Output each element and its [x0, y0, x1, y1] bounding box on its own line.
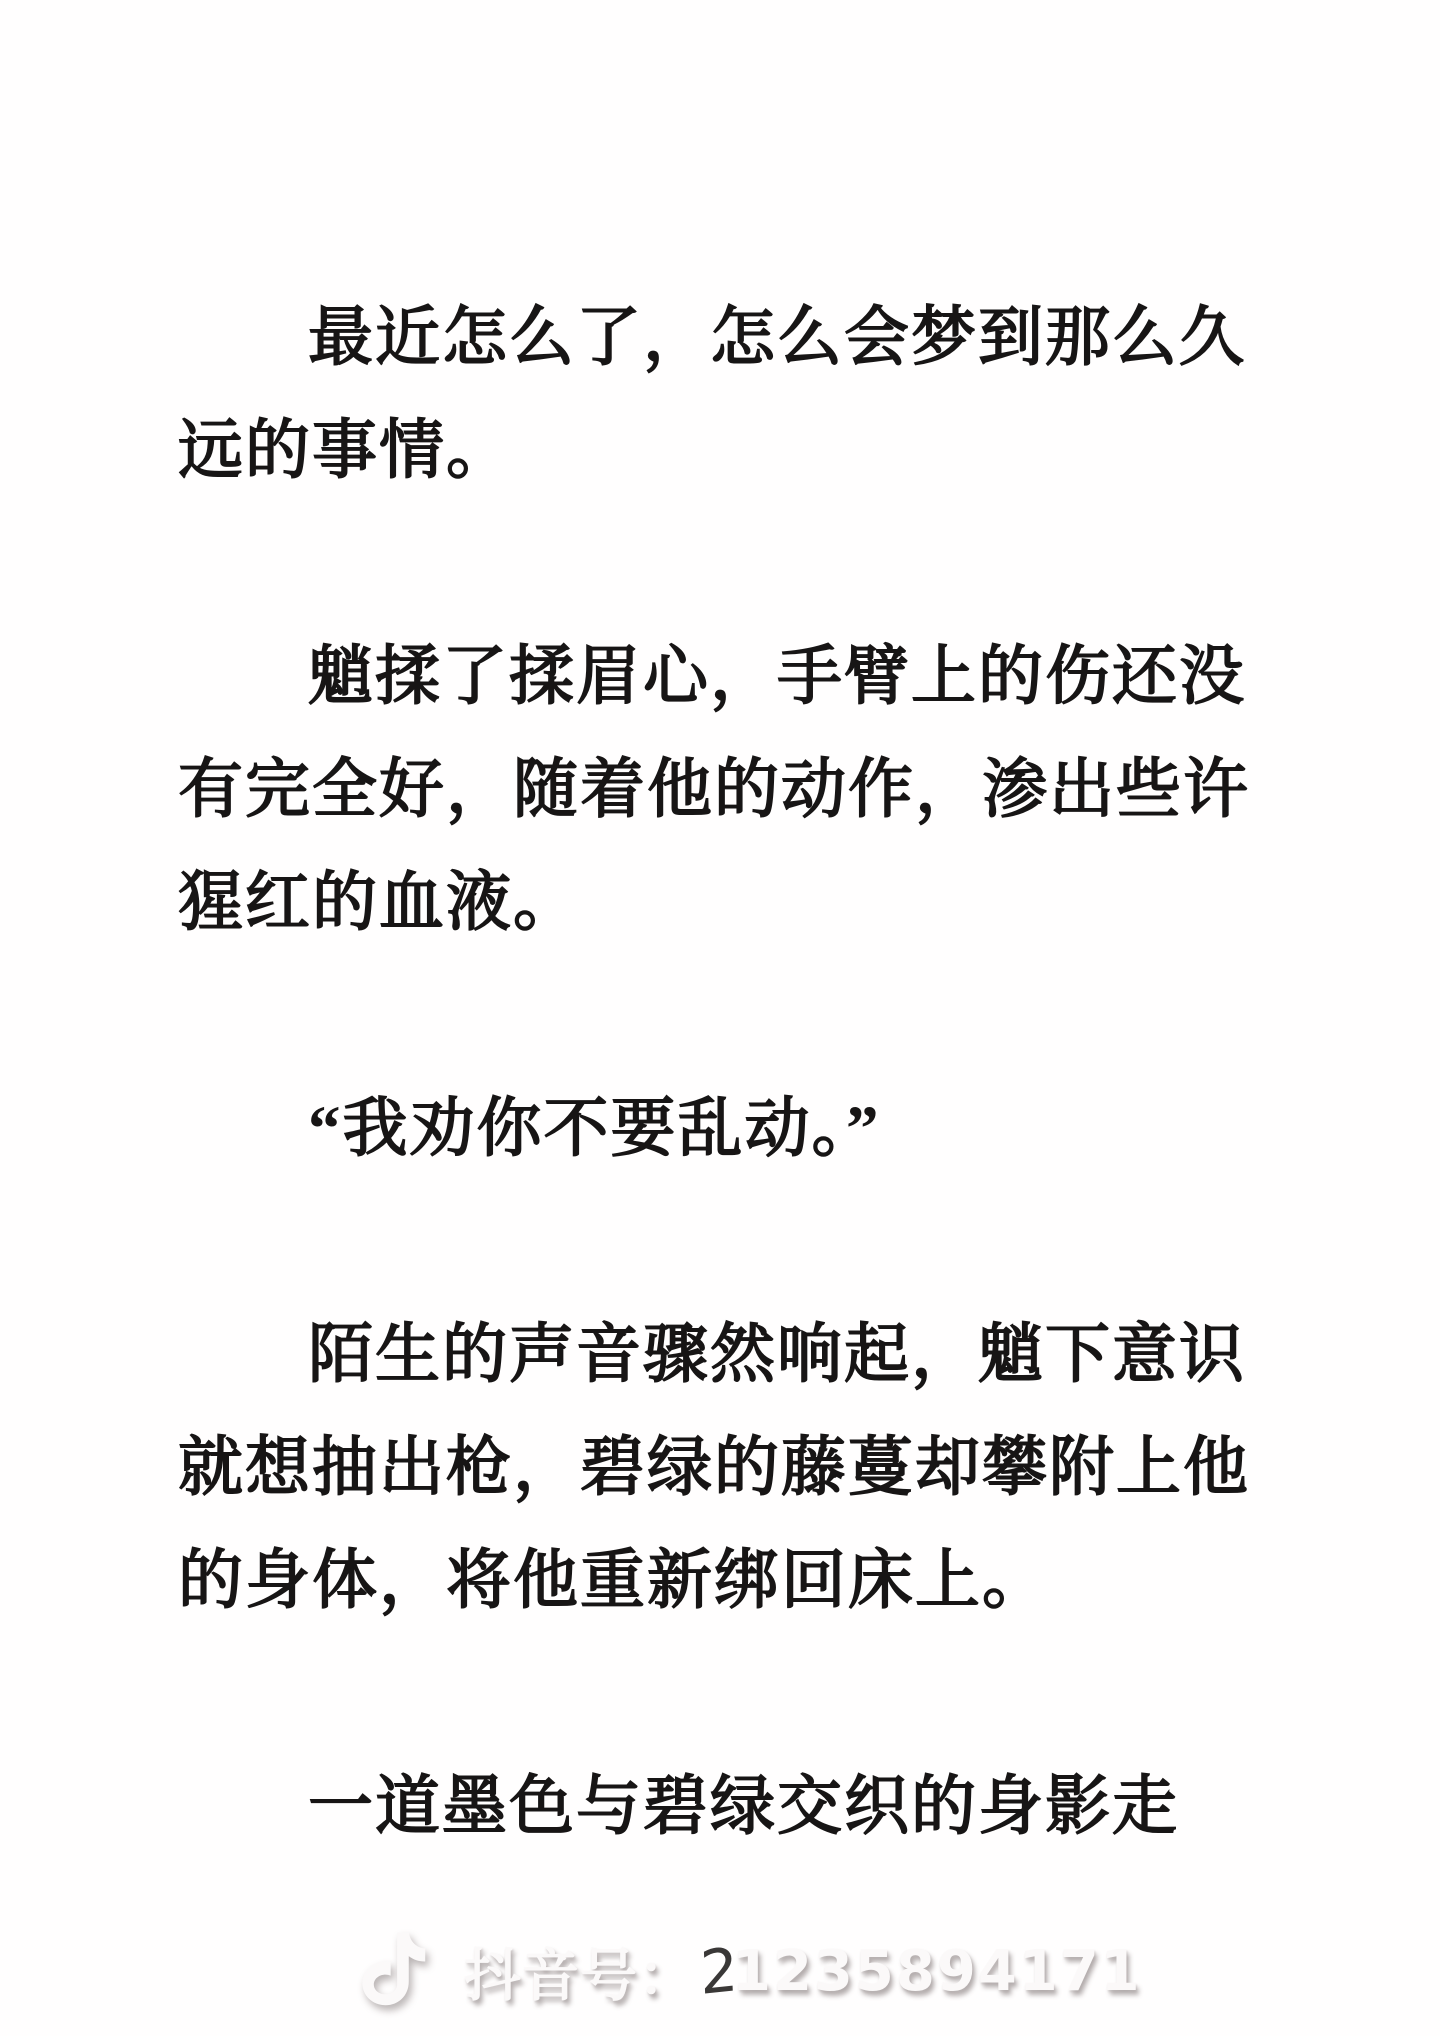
text-line: 最近怎么了，怎么会梦到那么久: [308, 302, 1247, 374]
text-line: 的身体，将他重新绑回床上。: [178, 1545, 1050, 1617]
story-text: [178, 282, 1300, 1977]
text-line: 远的事情。: [178, 415, 514, 487]
text-line: 猩红的血液。: [178, 867, 581, 939]
text-line: 就想抽出枪，碧绿的藤蔓却攀附上他: [178, 1432, 1251, 1504]
text-line: 一道墨色与碧绿交织的身影走: [308, 1771, 1180, 1843]
text-line: “我劝你不要乱动。”: [308, 1093, 881, 1165]
paragraph: [178, 1751, 1300, 1864]
paragraph: [178, 1299, 1300, 1638]
text-line: 有完全好，随着他的动作，渗出些许: [178, 754, 1251, 826]
douyin-note-icon: [338, 1928, 448, 2014]
paragraph: [178, 1073, 1300, 1186]
watermark: [338, 1928, 1142, 2014]
watermark-account-number: 1235894171: [732, 1938, 1142, 2004]
paragraph: [178, 282, 1300, 508]
text-line: 陌生的声音骤然响起，魈下意识: [308, 1319, 1247, 1391]
watermark-label: 抖音号：: [464, 1943, 696, 2009]
text-line: 魈揉了揉眉心，手臂上的伤还没: [308, 641, 1247, 713]
paragraph: [178, 621, 1300, 960]
page-number: 2: [698, 1934, 740, 2010]
